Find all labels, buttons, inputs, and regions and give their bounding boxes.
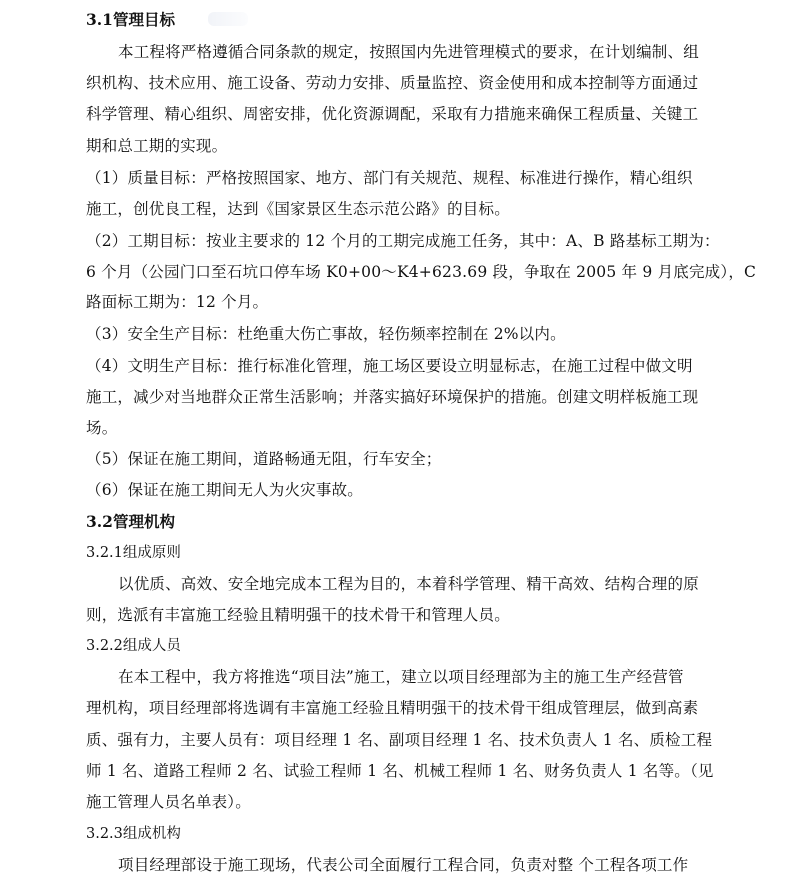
quality-goal-line: 施工，创优良工程，达到《国家景区生态示范公路》的目标。 (86, 200, 510, 218)
schedule-goal-line: （2）工期目标：按业主要求的 12 个月的工期完成施工任务，其中：A、B 路基标工期为： (86, 232, 720, 250)
subsection-3-2-2-title: 3.2.2组成人员 (86, 638, 181, 654)
paragraph-line: 师 1 名、道路工程师 2 名、试验工程师 1 名、机械工程师 1 名、财务负责人 1 名等。（见 (86, 762, 714, 780)
section-3-1-title: 3.1管理目标 (86, 10, 175, 29)
paragraph-line: 理机构，项目经理部将选调有丰富施工经验且精明强干的技术骨干组成管理层，做到高素 (86, 699, 699, 717)
subsection-3-2-3-title: 3.2.3组成机构 (86, 826, 181, 842)
paragraph-line: 以优质、高效、安全地完成本工程为目的，本着科学管理、精干高效、结构合理的原 (118, 575, 699, 593)
safety-goal-line: （3）安全生产目标：杜绝重大伤亡事故，轻伤频率控制在 2%以内。 (86, 325, 566, 343)
paragraph-line: 期和总工期的实现。 (86, 137, 228, 155)
schedule-goal-line: 6 个月（公园门口至石坑口停车场 K0+00～K4+623.69 段，争取在 2005 年 9 月底完成），C (86, 263, 757, 281)
civilized-goal-line: 施工，减少对当地群众正常生活影响；并落实搞好环境保护的措施。创建文明样板施工现 (86, 388, 699, 406)
paragraph-line: 则，选派有丰富施工经验且精明强干的技术骨干和管理人员。 (86, 606, 510, 624)
paragraph-line: 项目经理部设于施工现场，代表公司全面履行工程合同，负责对整 个工程各项工作 (118, 856, 689, 874)
paragraph-line: 织机构、技术应用、施工设备、劳动力安排、质量监控、资金使用和成本控制等方面通过 (86, 74, 699, 92)
paragraph-line: 在本工程中，我方将推选“项目法”施工，建立以项目经理部为主的施工生产经营管 (118, 668, 684, 686)
fire-goal-line: （6）保证在施工期间无人为火灾事故。 (86, 481, 363, 499)
paragraph-line: 本工程将严格遵循合同条款的规定，按照国内先进管理模式的要求，在计划编制、组 (118, 43, 699, 61)
paragraph-line: 科学管理、精心组织、周密安排，优化资源调配，采取有力措施来确保工程质量、关键工 (86, 105, 699, 123)
subsection-3-2-1-title: 3.2.1组成原则 (86, 545, 181, 561)
paragraph-line: 施工管理人员名单表）。 (86, 793, 251, 811)
section-3-2-title: 3.2管理机构 (86, 512, 175, 531)
civilized-goal-line: 场。 (86, 419, 118, 437)
civilized-goal-line: （4）文明生产目标：推行标准化管理，施工场区要设立明显标志，在施工过程中做文明 (86, 357, 693, 375)
watermark-mark (208, 12, 248, 26)
schedule-goal-line: 路面标工期为：12 个月。 (86, 293, 269, 311)
quality-goal-line: （1）质量目标：严格按照国家、地方、部门有关规范、规程、标准进行操作，精心组织 (86, 169, 693, 187)
paragraph-line: 质、强有力，主要人员有：项目经理 1 名、副项目经理 1 名、技术负责人 1 名、质检工程 (86, 731, 713, 749)
traffic-goal-line: （5）保证在施工期间，道路畅通无阻，行车安全； (86, 450, 442, 468)
